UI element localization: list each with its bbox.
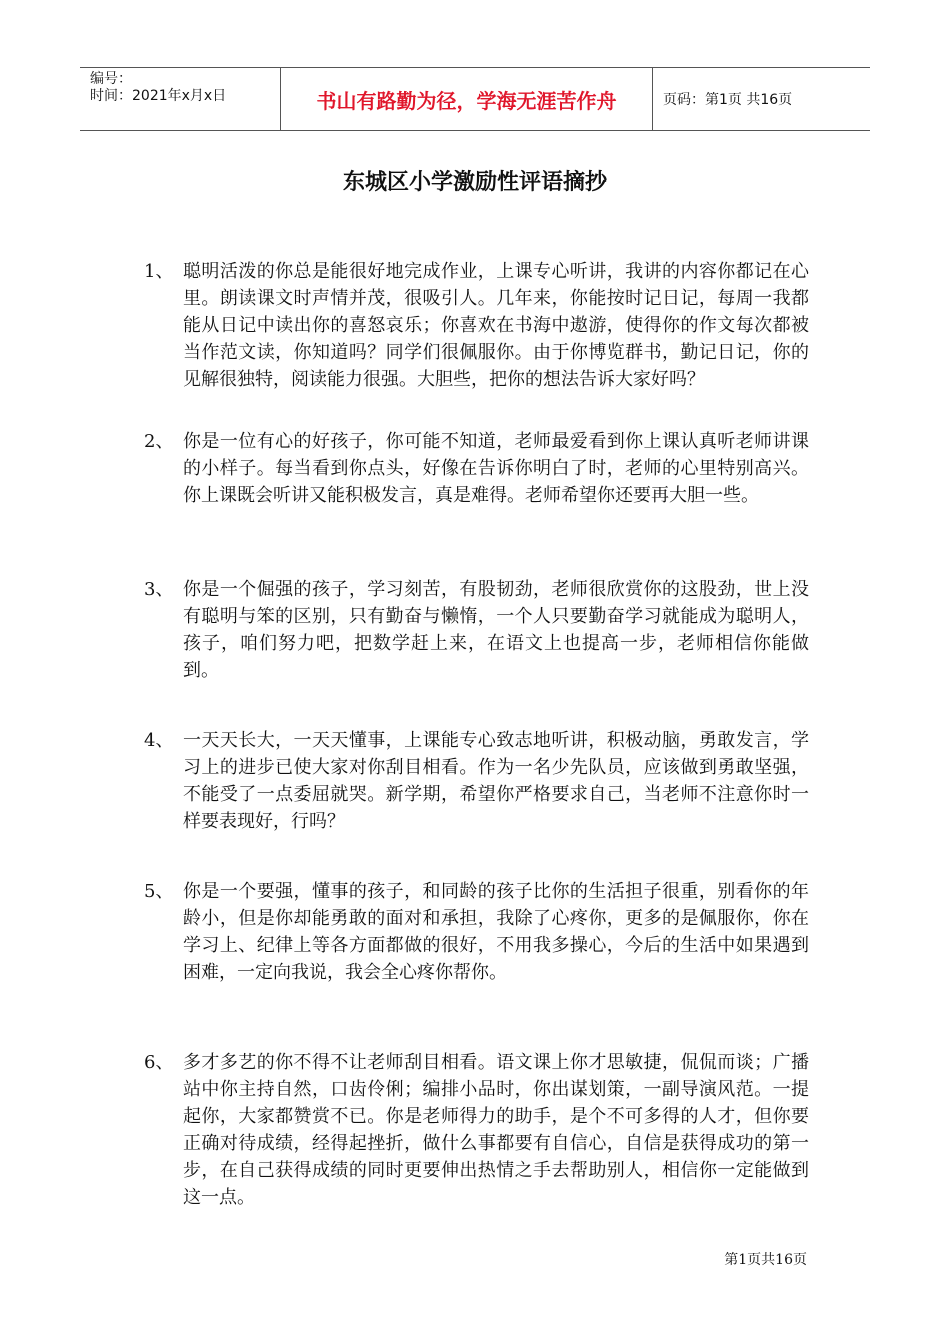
page-header [80,67,870,131]
item-number: 5、 [144,881,174,902]
item-text: 多才多艺的你不得不让老师刮目相看。语文课上你才思敏捷，侃侃而谈；广播站中你主持自然，口齿伶俐；编排小品时，你出谋划策，一副导演风范。一提起你，大家都赞赏不已。你是老师得力的助手，是个不可多得的人才，但你要正确对待成绩，经得起挫折，做什么事都要有自信心，自信是获得成功的第一步，在自己获得成绩的同时更要伸出热情之手去帮助别人，相信你一定能做到这一点。 [183,1052,809,1208]
item-number: 4、 [144,730,174,751]
serial-label: 编号： [90,71,132,87]
header-meta [80,68,280,130]
page-footer: 第1页共16页 [724,1252,807,1268]
item-text: 你是一个倔强的孩子，学习刻苦，有股韧劲，老师很欣赏你的这股劲，世上没有聪明与笨的区别，只有勤奋与懒惰，一个人只要勤奋学习就能成为聪明人，孩子，咱们努力吧，把数学赶上来，在语文上也提高一步，老师相信你能做到。 [183,579,809,681]
item-number: 1、 [144,261,174,282]
item-number: 6、 [144,1052,174,1073]
item-text: 一天天长大，一天天懂事，上课能专心致志地听讲，积极动脑，勇敢发言，学习上的进步已使大家对你刮目相看。作为一名少先队员，应该做到勇敢坚强，不能受了一点委屈就哭。新学期，希望你严格要求自己，当老师不注意你时一样要表现好，行吗？ [183,730,809,832]
header-page-label: 页码：第1页 共16页 [663,92,793,108]
time-label: 时间：2021年x月x日 [90,88,227,104]
item-text: 你是一位有心的好孩子，你可能不知道，老师最爱看到你上课认真听老师讲课的小样子。每当看到你点头，好像在告诉你明白了时，老师的心里特别高兴。你上课既会听讲又能积极发言，真是难得。老师希望你还要再大胆一些。 [183,431,809,506]
item-number: 2、 [144,431,174,452]
document-title: 东城区小学激励性评语摘抄 [342,170,607,195]
header-motto: 书山有路勤为径，学海无涯苦作舟 [280,68,653,130]
item-text: 你是一个要强，懂事的孩子，和同龄的孩子比你的生活担子很重，别看你的年龄小，但是你却能勇敢的面对和承担，我除了心疼你，更多的是佩服你，你在学习上、纪律上等各方面都做的很好，不用我多操心，今后的生活中如果遇到困难，一定向我说，我会全心疼你帮你。 [183,881,809,983]
item-text: 聪明活泼的你总是能很好地完成作业，上课专心听讲，我讲的内容你都记在心里。朗读课文时声情并茂，很吸引人。几年来，你能按时记日记，每周一我都能从日记中读出你的喜怒哀乐；你喜欢在书海中遨游，使得你的作文每次都被当作范文读，你知道吗？同学们很佩服你。由于你博览群书，勤记日记，你的见解很独特，阅读能力很强。大胆些，把你的想法告诉大家好吗？ [183,261,809,390]
item-number: 3、 [144,579,174,600]
